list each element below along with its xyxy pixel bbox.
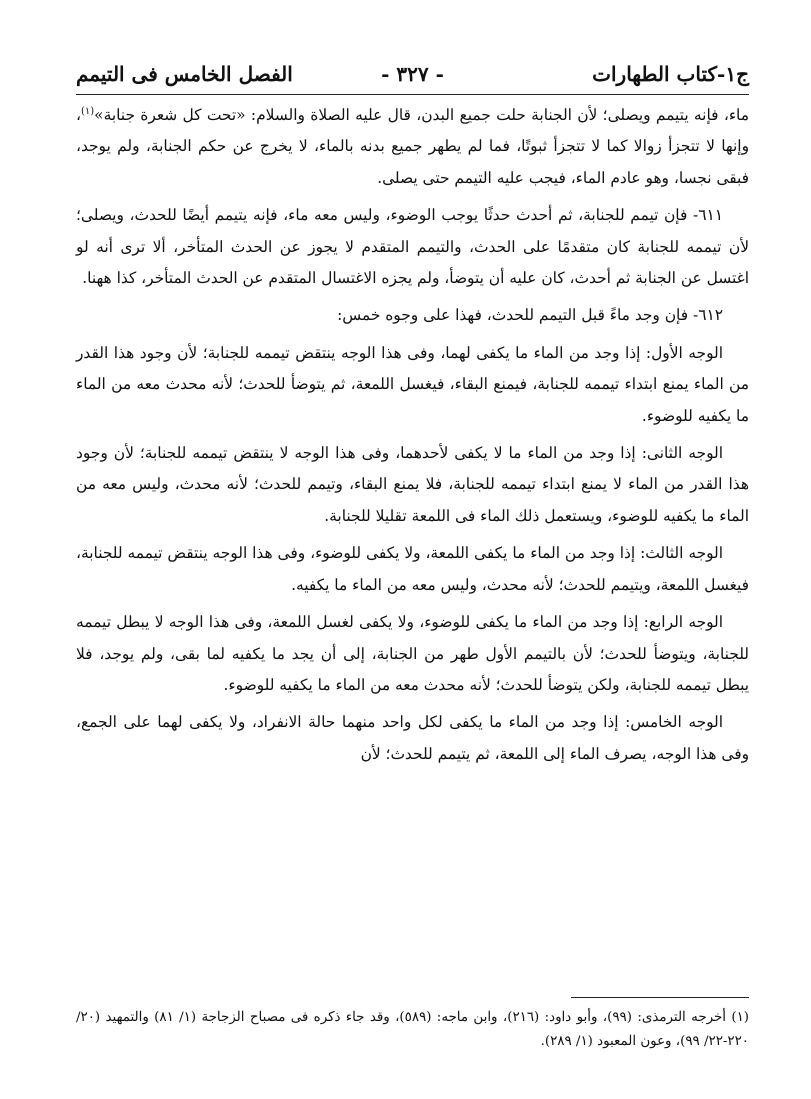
paragraph: ماء، فإنه يتيمم ويصلى؛ لأن الجنابة حلت جميع البدن، قال عليه الصلاة والسلام: «تحت كل شعرة جنابة»$^{(١)}$، وإنها لا تتجزأ زوالا كما لا تتجزأ ثبوتًا، فما لم يطهر جميع بدنه بالماء، لا يخرج عن حكم الجنابة، ولم يوجد، فبقى نجسا، وهو عادم الماء، فيجب عليه التيمم حتى يصلى. xyxy=(76,105,749,187)
header-book-title: ج١-كتاب الطهارات xyxy=(592,62,749,86)
paragraph: الوجه الثانى: إذا وجد من الماء ما لا يكفى لأحدهما، وفى هذا الوجه لا ينتقض تيممه للجنابة؛ لأن وجود هذا القدر من الماء لا يمنع ابتداء تيممه للجنابة، فلا يمنع البقاء، وتيمم للحدث؛ لأنه محدث، وليس معه من الماء ما يكفيه للوضوء، ويستعمل ذلك الماء فى اللمعة تقليلا للجنابة. xyxy=(76,444,749,525)
paragraph: الوجه الخامس: إذا وجد من الماء ما يكفى لكل واحد منهما حالة الانفراد، ولا يكفى لهما على الجمع، وفى هذا الوجه، يصرف الماء إلى اللمعة، ثم يتيمم للحدث؛ لأن xyxy=(76,713,749,763)
header-chapter-title: الفصل الخامس فى التيمم xyxy=(76,62,293,86)
footnote-divider xyxy=(571,997,749,998)
footnotes xyxy=(76,1006,749,1054)
paragraph: ٦١٢- فإن وجد ماءً قبل التيمم للحدث، فهذا على وجوه خمس: xyxy=(337,306,723,325)
paragraph: الوجه الرابع: إذا وجد من الماء ما يكفى للوضوء، ولا يكفى لغسل اللمعة، وفى هذا الوجه لا يبطل تيممه للجنابة، ويتوضأ للحدث؛ لأن بالتيمم الأول طهر من الجنابة، إلى أن يجد ما يكفيه لما بقى، ولم يوجد، فلا يبطل تيممه للجنابة، ولكن يتوضأ للحدث؛ لأنه محدث معه من الماء ما يكفيه للوضوء. xyxy=(76,613,749,694)
paragraph: الوجه الثالث: إذا وجد من الماء ما يكفى اللمعة، ولا يكفى للوضوء، وفى هذا الوجه ينتقض تيممه للجنابة، فيغسل اللمعة، ويتيمم للحدث؛ لأنه محدث، وليس معه من الماء ما يكفيه. xyxy=(76,544,749,594)
paragraph: ٦١١- فإن تيمم للجنابة، ثم أحدث حدثًا يوجب الوضوء، وليس معه ماء، فإنه يتيمم أيضًا للحدث، ويصلى؛ لأن تيممه للجنابة كان متقدمًا على الحدث، والتيمم المتقدم لا يجوز عن الحدث المتأخر، ألا ترى أنه لو اغتسل عن الجنابة ثم أحدث، كان عليه أن يتوضأ، ولم يجزه الاغتسال المتقدم عن الحدث المتأخر، كذا ههنا. xyxy=(76,206,749,288)
main-text xyxy=(76,100,749,776)
running-header xyxy=(76,56,749,90)
paragraph: الوجه الأول: إذا وجد من الماء ما يكفى لهما، وفى هذا الوجه ينتقض تيممه للجنابة؛ لأن وجود هذا القدر من الماء يمنع ابتداء تيممه للجنابة، فيمنع البقاء، فيغسل اللمعة، ثم يتوضأ للحدث؛ لأنه محدث معه من الماء ما يكفيه للوضوء. xyxy=(76,343,749,425)
footnote: (١) أخرجه الترمذى: (٩٩)، وأبو داود: (٢١٦)، وابن ماجه: (٥٨٩)، وقد جاء ذكره فى مصباح الزجاجة (١/ ٨١) والتمهيد (٢٠/ ٢٢٠-٢٢/ ٩٩)، وعون المعبود (١/ ٢٨٩). xyxy=(76,1010,750,1049)
header-page-number: - ٣٢٧ - xyxy=(381,62,444,86)
header-divider xyxy=(76,94,749,95)
footnote-reference: (١) xyxy=(80,105,95,117)
